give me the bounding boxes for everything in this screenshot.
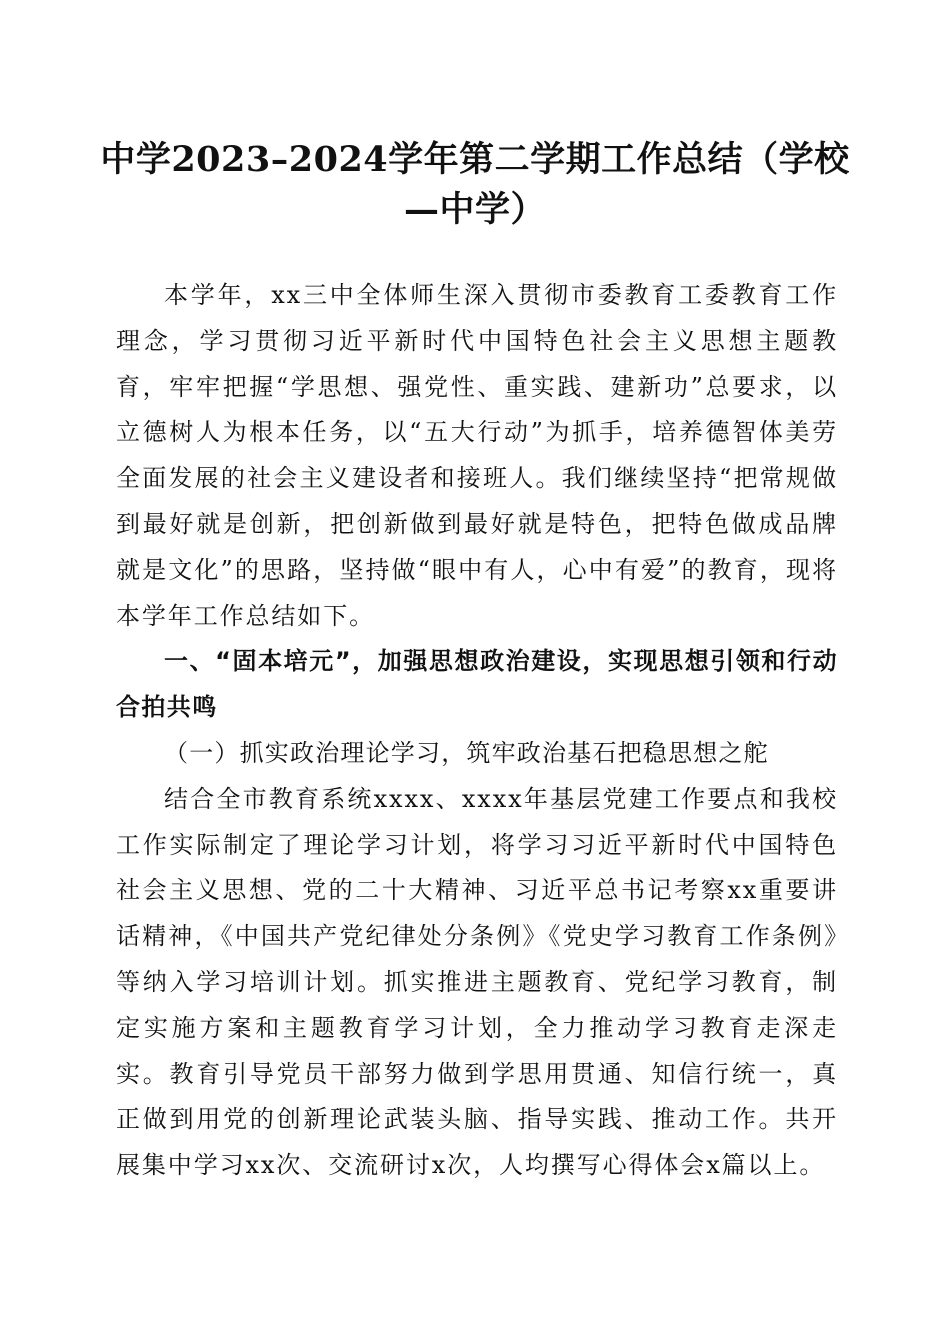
subsection-paragraph: 结合全市教育系统xxxx、xxxx年基层党建工作要点和我校工作实际制定了理论学习计划，将学习习近平新时代中国特色社会主义思想、党的二十大精神、习近平总书记考察xx重要讲话精神，《中国共产党纪律处分条例》《党史学习教育工作条例》等纳入学习培训计划。抓实推进主题教育、党纪学习教育，制定实施方案和主题教育学习计划，全力推动学习教育走深走实。教育引导党员干部努力做到学思用贯通、知信行统一，真正做到用党的创新理论武装头脑、指导实践、推动工作。共开展集中学习xx次、交流研讨x次，人均撰写心得体会x篇以上。 [116, 784, 838, 1180]
document-title: 中学2023–2024学年第二学期工作总结（学校—中学） [100, 139, 850, 230]
subsection-heading: （一）抓实政治理论学习，筑牢政治基石把稳思想之舵 [164, 738, 769, 767]
document-body [116, 273, 838, 1189]
intro-paragraph: 本学年，xx三中全体师生深入贯彻市委教育工委教育工作理念，学习贯彻习近平新时代中国特色社会主义思想主题教育，牢牢把握“学思想、强党性、重实践、建新功”总要求，以立德树人为根本任务，以“五大行动”为抓手，培养德智体美劳全面发展的社会主义建设者和接班人。我们继续坚持“把常规做到最好就是创新，把创新做到最好就是特色，把特色做成品牌就是文化”的思路，坚持做“眼中有人，心中有爱”的教育，现将本学年工作总结如下。 [116, 281, 838, 630]
section-heading: 一、“固本培元”，加强思想政治建设，实现思想引领和行动合拍共鸣 [116, 647, 838, 722]
